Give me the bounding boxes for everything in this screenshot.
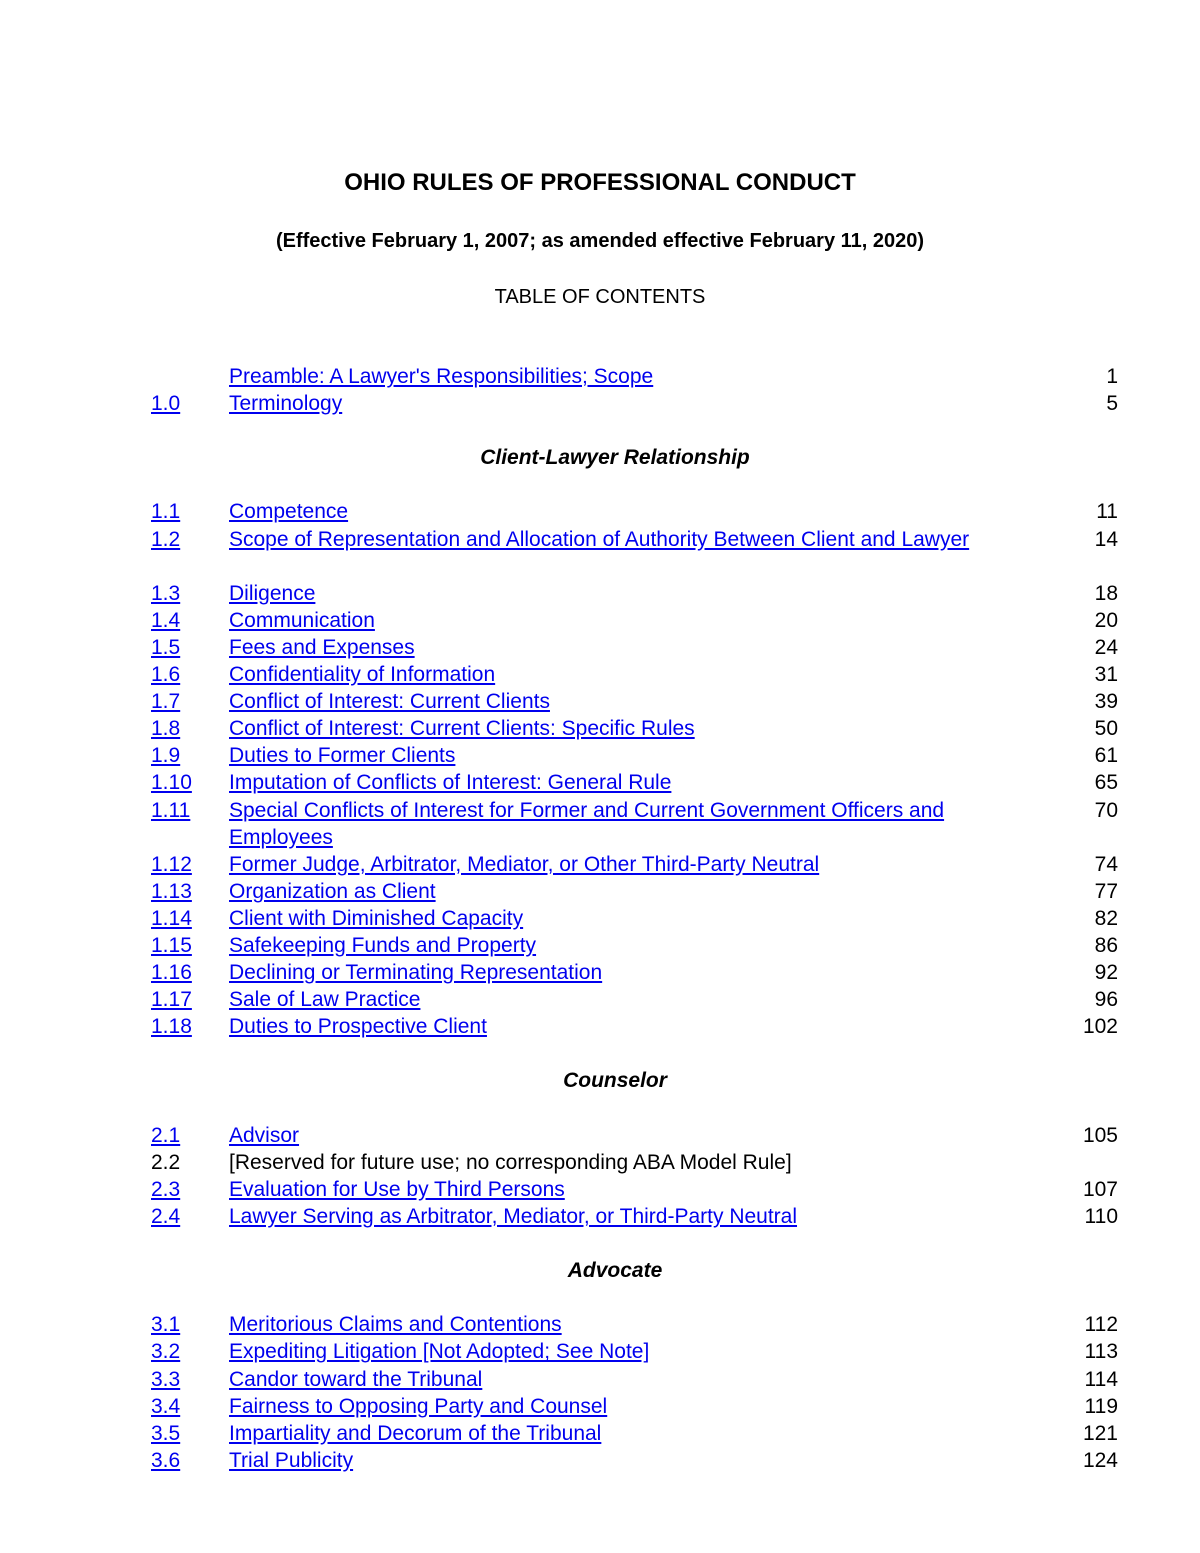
toc-title-cell [229,390,999,417]
toc-rule-number[interactable]: 1.6 [151,663,181,687]
toc-rule-number[interactable]: 3.5 [151,1421,181,1445]
toc-rule-title-link[interactable]: Conflict of Interest: Current Clients: Specific Rules [229,717,695,741]
toc-rule-number[interactable]: 1.9 [151,744,181,768]
toc-page-number: 18 [1094,581,1118,605]
toc-rule-number[interactable]: 3.1 [151,1313,181,1337]
toc-rule-number[interactable]: 1.16 [151,961,192,985]
toc-rule-title-link[interactable]: Competence [229,500,349,524]
toc-rule-title-link[interactable]: Candor toward the Tribunal [229,1367,483,1391]
toc-entry-1-18 [151,1013,1118,1040]
toc-title-cell [229,851,999,878]
toc-page-number: 121 [1082,1421,1118,1445]
toc-page-number: 1 [1106,365,1118,388]
toc-entry-1-7 [151,688,1118,715]
toc-title-cell [229,498,999,525]
toc-rule-title-link[interactable]: Former Judge, Arbitrator, Mediator, or Other Third-Party Neutral [229,852,820,876]
toc-rule-title-link[interactable]: Communication [229,608,375,632]
toc-title-cell [229,1176,999,1203]
toc-title-cell [229,878,999,905]
toc-title-cell [229,1338,999,1365]
toc-rule-title: [Reserved for future use; no corresponding ABA Model Rule] [229,1150,792,1174]
toc-rule-number[interactable]: 1.7 [151,690,181,714]
toc-rule-title-link[interactable]: Impartiality and Decorum of the Tribunal [229,1421,602,1445]
toc-rule-number[interactable]: 1.0 [151,392,181,416]
toc-title-cell [229,797,999,851]
toc-rule-number[interactable]: 1.8 [151,717,181,741]
toc-entry-1-0 [151,390,1118,417]
toc-entry-1-9 [151,742,1118,769]
toc-page-number: 82 [1094,906,1118,930]
toc-rule-title-link[interactable]: Evaluation for Use by Third Persons [229,1177,565,1201]
toc-page-number: 5 [1106,392,1118,416]
toc-title-cell [229,526,999,553]
toc-rule-number[interactable]: 1.1 [151,500,181,524]
toc-rule-title-link[interactable]: Declining or Terminating Representation [229,961,603,985]
toc-rule-title-link[interactable]: Scope of Representation and Allocation of Authority Between Client and Lawyer [229,527,970,551]
toc-page-number: 102 [1082,1015,1118,1039]
toc-section-heading [151,1230,1118,1311]
toc-page-number: 20 [1094,608,1118,632]
toc-rule-number[interactable]: 1.13 [151,879,192,903]
toc-rule-number: 2.2 [151,1150,181,1174]
toc-title-cell [229,715,999,742]
toc-title-cell [229,905,999,932]
toc-entry-1-8 [151,715,1118,742]
toc-page-number: 110 [1084,1204,1118,1228]
toc-title-cell [229,580,999,607]
toc-page-number: 86 [1094,933,1118,957]
toc-entry-1-13 [151,878,1118,905]
table-of-contents [151,363,1118,1474]
toc-title-cell [229,959,999,986]
toc-page-number: 105 [1082,1123,1118,1147]
toc-rule-title-link[interactable]: Organization as Client [229,879,436,903]
toc-rule-title-link[interactable]: Trial Publicity [229,1448,354,1472]
toc-rule-number[interactable]: 1.4 [151,608,181,632]
toc-section-heading [151,417,1118,498]
toc-page-number: 112 [1084,1313,1118,1337]
toc-rule-number[interactable]: 3.3 [151,1367,181,1391]
toc-page-number: 65 [1094,771,1118,795]
toc-title-cell [229,769,999,796]
toc-title-cell [229,634,999,661]
toc-rule-number[interactable]: 3.2 [151,1340,181,1364]
toc-rule-title-link[interactable]: Sale of Law Practice [229,988,421,1012]
toc-rule-title-link[interactable]: Duties to Prospective Client [229,1015,487,1039]
toc-entry-3-4 [151,1393,1118,1420]
toc-rule-title-link[interactable]: Imputation of Conflicts of Interest: General Rule [229,771,672,795]
toc-title-cell [229,1420,999,1447]
toc-rule-title-link[interactable]: Terminology [229,392,343,416]
toc-rule-number[interactable]: 1.18 [151,1015,192,1039]
toc-page-number: 11 [1096,500,1118,524]
toc-rule-number[interactable]: 2.4 [151,1204,181,1228]
toc-page-number: 92 [1094,961,1118,985]
toc-rule-title-link[interactable]: Diligence [229,581,316,605]
toc-page-number: 113 [1084,1340,1118,1364]
toc-entry-1-3 [151,580,1118,607]
toc-title-cell [229,986,999,1013]
toc-entry-2-3 [151,1176,1118,1203]
document-title: OHIO RULES OF PROFESSIONAL CONDUCT [344,169,856,196]
toc-title-cell [229,1311,999,1338]
toc-entry-1-10 [151,769,1118,796]
toc-entry-1-4 [151,607,1118,634]
toc-section-heading [151,1040,1118,1121]
toc-page-number: 119 [1084,1394,1118,1418]
toc-rule-title-link[interactable]: Safekeeping Funds and Property [229,933,537,957]
toc-rule-title-link[interactable]: Preamble: A Lawyer's Responsibilities; Scope [229,365,654,388]
toc-page-number: 31 [1094,663,1118,687]
toc-entry-3-1 [151,1311,1118,1338]
toc-rule-title-link[interactable]: Conflict of Interest: Current Clients [229,690,550,714]
toc-title-cell [229,1013,999,1040]
toc-page-number: 70 [1094,798,1118,822]
document-subtitle: (Effective February 1, 2007; as amended effective February 11, 2020) [275,230,925,252]
toc-rule-number[interactable]: 1.2 [151,527,181,551]
toc-page-number: 107 [1082,1177,1118,1201]
toc-entry-1-16 [151,959,1118,986]
toc-rule-title-link[interactable]: Advisor [229,1123,300,1147]
toc-section-heading-text: Client-Lawyer Relationship [480,446,750,470]
toc-entry-1-5 [151,634,1118,661]
toc-rule-number[interactable]: 2.3 [151,1177,181,1201]
toc-title-cell [229,1366,999,1393]
toc-title-cell [229,1393,999,1420]
toc-title-cell [229,363,999,390]
toc-page-number: 77 [1094,879,1118,903]
toc-rule-title-link[interactable]: Fees and Expenses [229,635,415,659]
toc-rule-title-link[interactable]: Meritorious Claims and Contentions [229,1313,562,1337]
toc-entry-1-12 [151,851,1118,878]
toc-page-number: 14 [1094,527,1118,551]
toc-section-heading-text: Advocate [567,1259,663,1283]
toc-rule-number[interactable]: 1.10 [151,771,192,795]
toc-entry-3-3 [151,1366,1118,1393]
toc-entry-2-2 [151,1149,1118,1176]
toc-heading: TABLE OF CONTENTS [494,286,706,308]
toc-title-cell [229,1203,999,1230]
toc-rule-title-link[interactable]: Lawyer Serving as Arbitrator, Mediator, or Third-Party Neutral [229,1204,798,1228]
toc-rule-number[interactable]: 1.14 [151,906,192,930]
toc-page-number: 24 [1094,635,1118,659]
toc-entry-1-17 [151,986,1118,1013]
toc-rule-number[interactable]: 1.12 [151,852,192,876]
toc-title-cell [229,661,999,688]
toc-rule-title-link[interactable]: Confidentiality of Information [229,663,496,687]
toc-page-number: 61 [1094,744,1118,768]
toc-page-number: 39 [1094,690,1118,714]
toc-section-heading-text: Counselor [563,1069,667,1093]
toc-title-cell [229,932,999,959]
toc-entry-2-4 [151,1203,1118,1230]
toc-rule-number[interactable]: 1.3 [151,581,181,605]
toc-title-cell [229,1122,999,1149]
toc-page-number: 96 [1094,988,1118,1012]
toc-entry-1-15 [151,932,1118,959]
toc-rule-title-link[interactable]: Client with Diminished Capacity [229,906,524,930]
toc-entry-3-2 [151,1338,1118,1365]
toc-rule-number[interactable]: 3.4 [151,1394,181,1418]
toc-title-cell [229,1149,999,1176]
toc-entry-2-1 [151,1122,1118,1149]
toc-rule-number[interactable]: 1.5 [151,635,181,659]
toc-entry-1-14 [151,905,1118,932]
toc-rule-number[interactable]: 1.11 [151,798,191,822]
toc-page-number: 124 [1082,1448,1118,1472]
toc-rule-title-link[interactable]: Expediting Litigation [Not Adopted; See Note] [229,1340,650,1364]
toc-rule-title-link[interactable]: Fairness to Opposing Party and Counsel [229,1394,608,1418]
toc-title-cell [229,1447,999,1474]
toc-page-number: 114 [1084,1367,1118,1391]
toc-entry-1-6 [151,661,1118,688]
toc-entry-1-11 [151,797,1118,851]
toc-title-cell [229,688,999,715]
toc-page-number: 50 [1094,717,1118,741]
toc-entry-preamble [151,363,1118,390]
toc-rule-number[interactable]: 1.15 [151,933,192,957]
toc-rule-title-link[interactable]: Special Conflicts of Interest for Former and Current Government Officers and Employees [229,798,945,849]
toc-rule-number[interactable]: 2.1 [151,1123,181,1147]
toc-title-cell [229,607,999,634]
toc-rule-number[interactable]: 3.6 [151,1448,181,1472]
toc-entry-3-6 [151,1447,1118,1474]
toc-rule-number[interactable]: 1.17 [151,988,192,1012]
toc-rule-title-link[interactable]: Duties to Former Clients [229,744,456,768]
toc-page-number: 74 [1094,852,1118,876]
toc-entry-1-1 [151,498,1118,525]
toc-entry-1-2 [151,526,1118,580]
toc-title-cell [229,742,999,769]
toc-entry-3-5 [151,1420,1118,1447]
